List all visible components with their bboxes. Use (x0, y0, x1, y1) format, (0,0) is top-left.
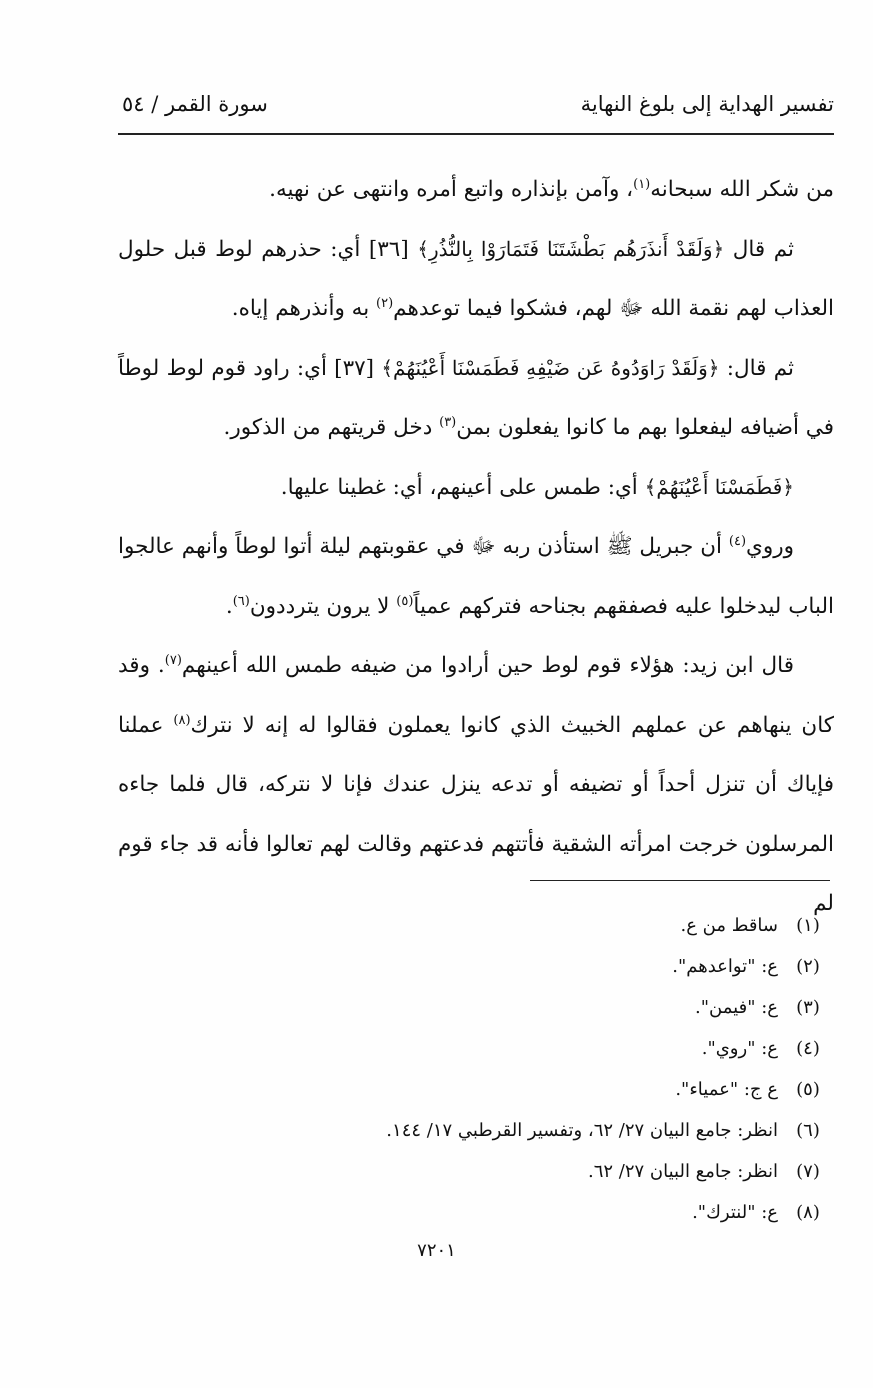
page-number: ٧٢٠١ (417, 1240, 456, 1261)
footnote-text: ع ج: "عمياء". (675, 1079, 778, 1100)
footnote-text: ع: "لنترك". (692, 1202, 778, 1223)
text-span: ثم قال: (719, 355, 794, 381)
paragraph-4 (118, 458, 834, 518)
footnote-text: ع: "روي". (701, 1038, 778, 1059)
footnote-item (118, 1192, 834, 1233)
header-divider (118, 133, 834, 135)
text-span: من شكر الله سبحانه (650, 177, 834, 202)
book-title: تفسير الهداية إلى بلوغ النهاية (580, 92, 834, 116)
footnote-text: انظر: جامع البيان ٢٧/ ٦٢. (587, 1161, 778, 1182)
footnote-ref: (٨) (173, 712, 191, 728)
text-span: عملنا فإياك أن تنزل أحداً أو تضيفه أو تدعه ينزل عندك فإنا لا نتركه، قال فلما جاءه المرسلون خرجت امرأته الشقية فأتتهم فدعتهم وقالت لهم تعالوا فأنه قد جاء قوم لم (118, 712, 834, 916)
text-span: قال ابن زيد: هؤلاء قوم لوط حين أرادوا من ضيفه طمس الله أعينهم (181, 653, 794, 678)
footnote-item (118, 1110, 834, 1151)
footnote-item (118, 946, 834, 987)
footnote-item (118, 987, 834, 1028)
footnote-ref: (٥) (396, 593, 414, 609)
footnote-number: (٨) (796, 1202, 820, 1223)
main-text (118, 160, 834, 934)
quran-verse: ﴿وَلَقَدْ رَاوَدُوهُ عَن ضَيْفِهِ فَطَمَسْنَا أَعْيُنَهُمْ﴾ (381, 355, 720, 380)
text-span: ، وآمن بإنذاره واتبع أمره وانتهى عن نهيه. (269, 177, 634, 202)
text-span: ثم قال (724, 236, 794, 262)
footnote-number: (٤) (796, 1038, 820, 1059)
paragraph-6 (118, 636, 834, 934)
text-span: دخل قريتهم من الذكور. (223, 415, 440, 440)
footnote-ref: (٤) (728, 533, 747, 549)
paragraph-2 (118, 220, 834, 339)
footnote-item (118, 1069, 834, 1110)
text-span: [٣٦] أي: حذرهم لوط قبل حلول العذاب لهم نقمة الله ﷻ لهم، فشكوا فيما توعدهم (118, 236, 834, 321)
footnote-ref: (٦) (232, 593, 250, 609)
footnote-ref: (٢) (376, 295, 394, 311)
text-span: . (225, 593, 233, 619)
paragraph-1 (118, 160, 834, 220)
footnote-divider (530, 880, 830, 881)
footnote-ref: (٣) (439, 414, 457, 430)
footnote-text: ساقط من ع. (680, 915, 778, 936)
footnotes (118, 905, 834, 1233)
footnote-item (118, 1028, 834, 1069)
footnote-item (118, 1151, 834, 1192)
text-span: . وقد كان ينهاهم عن عملهم الخبيث الذي كانوا يعملون فقالوا له إنه لا نترك (118, 653, 835, 738)
footnote-text: ع: "فيمن". (695, 997, 778, 1018)
footnote-number: (١) (796, 915, 820, 936)
footnote-text: ع: "تواعدهم". (672, 956, 778, 977)
footnote-item (118, 905, 834, 946)
text-span: وروي (746, 534, 794, 559)
footnote-ref: (١) (633, 176, 651, 192)
text-span: لا يرون يترددون (249, 593, 397, 619)
surah-label: سورة القمر / ٥٤ (122, 92, 268, 116)
paragraph-5 (118, 517, 834, 636)
footnote-number: (٥) (796, 1079, 820, 1100)
text-span: [٣٧] أي: راود قوم لوط لوطاً في أضيافه ليفعلوا بهم ما كانوا يفعلون بمن (118, 355, 834, 440)
footnote-number: (٣) (796, 997, 820, 1018)
running-header (118, 88, 834, 124)
quran-verse: ﴿فَطَمَسْنَا أَعْيُنَهُمْ﴾ (644, 474, 794, 499)
footnote-number: (٦) (796, 1120, 820, 1141)
footnote-number: (٧) (796, 1161, 820, 1182)
footnote-text: انظر: جامع البيان ٢٧/ ٦٢، وتفسير القرطبي ١٧/ ١٤٤. (386, 1120, 778, 1141)
quran-verse: ﴿وَلَقَدْ أَنذَرَهُم بَطْشَتَنَا فَتَمَارَوْا بِالنُّذُرِ﴾ (417, 236, 725, 261)
text-span: أن جبريل ﷺ استأذن ربه ﷻ في عقوبتهم ليلة أتوا لوطاً وأنهم عالجوا الباب ليدخلوا عليه فصفقهم بجناحه فتركهم عمياً (118, 534, 834, 619)
text-span: به وأنذرهم إياه. (231, 296, 377, 321)
paragraph-3 (118, 339, 834, 458)
footnote-number: (٢) (796, 956, 820, 977)
text-span: أي: طمس على أعينهم، أي: غطينا عليها. (280, 474, 645, 500)
footnote-ref: (٧) (164, 652, 182, 668)
